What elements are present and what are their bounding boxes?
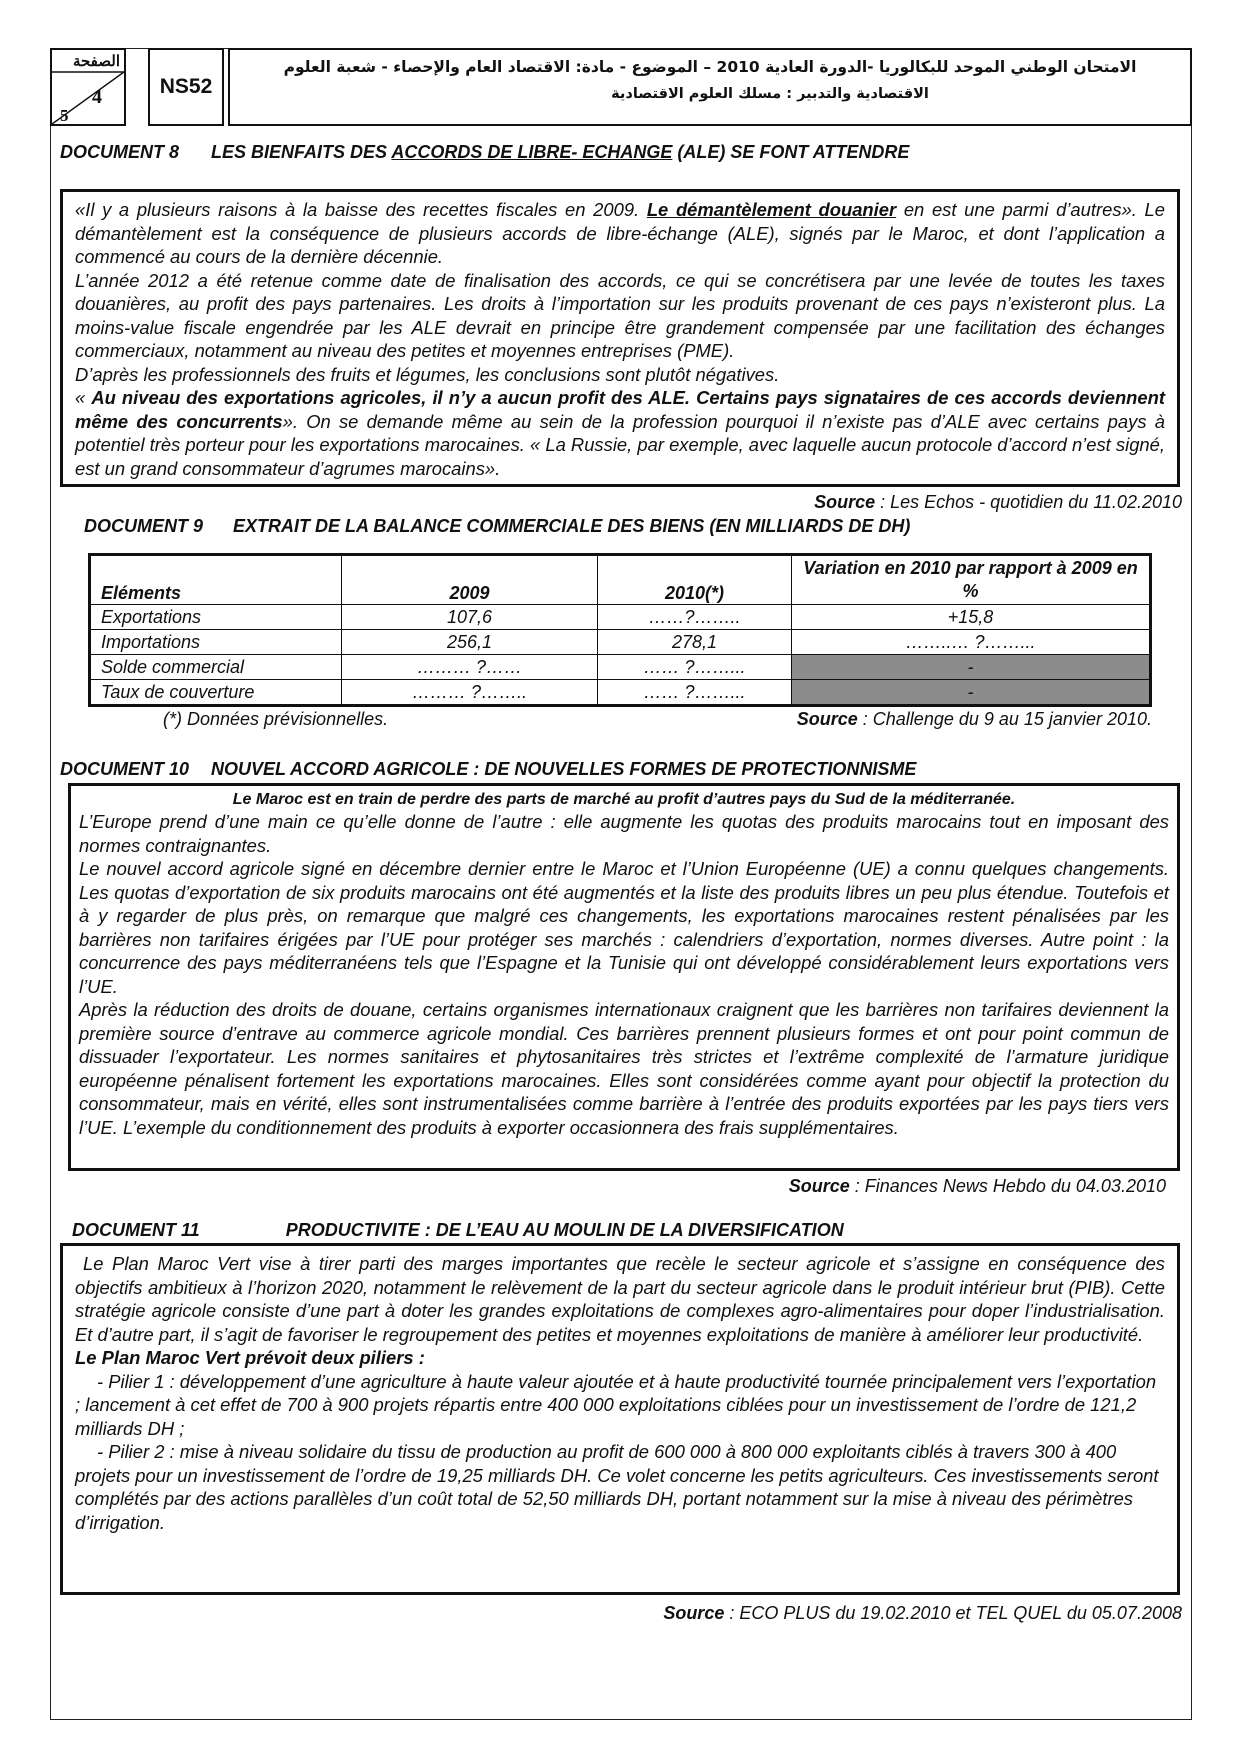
doc10-paragraph-2: Le nouvel accord agricole signé en décembre dernier entre le Maroc et l’Union Européenne (UE) a connu quelques changements. Les quotas d’exportation de six produits marocains ont été augmentés et la liste des produits libres un peu plus étendue. Toutefois et à y regarder de plus près, on remarque que malgré ces changements, les exportations marocaines restent pénalisées par les barrières non tarifaires érigées par l’UE pour protéger ses marchés : calendriers d’exportation, normes diverses. Autre point : la concurrence des pays méditerranéens tels que l’Espagne et la Tunisie qui ont développé considérablement leurs exportations vers l’UE. <box>79 858 1169 997</box>
doc8-quote: Au niveau des exportations agricoles, il n’y a aucun profit des ALE. Certains pays signataires de ces accords deviennent même des concurrents <box>75 387 1165 432</box>
doc11-pillar-1: - Pilier 1 : développement d’une agriculture à haute valeur ajoutée et à haute productivité tournée principalement vers l’exportation ; lancement à cet effet de 700 à 900 projets répartis entre 400 000 exploitations ciblées pour un investissement de l’ordre de 121,2 milliards DH ; <box>75 1370 1157 1439</box>
doc10-title: NOUVEL ACCORD AGRICOLE : DE NOUVELLES FORMES DE PROTECTIONNISME <box>211 759 917 779</box>
doc9-heading <box>84 516 910 537</box>
doc11-heading <box>72 1220 844 1241</box>
page-number-box <box>50 48 126 126</box>
doc9-label: DOCUMENT 9 <box>84 516 204 536</box>
doc11-box <box>60 1243 1180 1595</box>
table-row: Solde commercial ……… ?…… …… ?……... - <box>90 655 1151 680</box>
doc11-pillar-2: - Pilier 2 : mise à niveau solidaire du tissu de production au profit de 600 000 à 800 000 exploitants ciblés à travers 300 à 400 projets pour un investissement de l’ordre de 19,25 milliards DH. Ce volet concerne les petits agriculteurs. Ces investissements seront complétés par des actions parallèles d’un coût total de 52,50 milliards DH, portant notamment sur la mise à niveau des périmètres d’irrigation. <box>75 1441 1159 1533</box>
doc8-paragraph-3: D’après les professionnels des fruits et légumes, les conclusions sont plutôt négatives. <box>75 363 780 385</box>
page-total: 5 <box>60 106 69 125</box>
trade-balance-table <box>88 553 1152 707</box>
doc11-source: Source : ECO PLUS du 19.02.2010 et TEL QUEL du 05.07.2008 <box>663 1603 1182 1623</box>
doc11-title: PRODUCTIVITE : DE L’EAU AU MOULIN DE LA DIVERSIFICATION <box>285 1220 844 1240</box>
doc10-paragraph-1: L’Europe prend d’une main ce qu’elle donne de l’autre : elle augmente les quotas des produits marocains tout en imposant des normes contraignantes. <box>79 811 1169 856</box>
col-header-2009: 2009 <box>342 555 598 605</box>
doc10-source: Source : Finances News Hebdo du 04.03.2010 <box>788 1176 1166 1196</box>
doc8-title-underlined: ACCORDS DE LIBRE- ECHANGE <box>391 142 673 162</box>
table-row: Taux de couverture ……… ?…….. …… ?……... - <box>90 680 1151 706</box>
table-row: Importations 256,1 278,1 ……..… ?……... <box>90 630 1151 655</box>
doc8-box <box>60 189 1180 487</box>
doc11-paragraph-1: Le Plan Maroc Vert vise à tirer parti des marges importantes que recèle le secteur agricole et s’assigne en conséquence des objectifs ambitieux à l’horizon 2020, notamment le relèvement de la part du secteur agricole dans le produit intérieur brut (PIB). Cette stratégie agricole consiste d’une part à doter les grandes exploitations de complexes agro-alimentaires pour doper l’industrialisation. Et d’autre part, il s’agit de favoriser le regroupement des petites et moyennes exploitations de manière à améliorer leur productivité. <box>75 1253 1165 1345</box>
table-row: Exportations 107,6 ……?…….. +15,8 <box>90 605 1151 630</box>
exam-header <box>50 48 1192 126</box>
table-header-row <box>90 555 1151 605</box>
doc8-emphasis: Le démantèlement douanier <box>646 199 897 220</box>
doc10-label: DOCUMENT 10 <box>60 759 190 779</box>
doc8-paragraph-1: «Il y a plusieurs raisons à la baisse des recettes fiscales en 2009. Le démantèlement douanier en est une parmi d’autres». Le démantèlement est la conséquence de plusieurs accords de libre-échange (ALE), signés par le Maroc, et dont l’application a commencé au cours de la dernière décennie. <box>75 199 1165 267</box>
shaded-cell: - <box>792 680 1151 706</box>
doc9-title: EXTRAIT DE LA BALANCE COMMERCIALE DES BIENS (EN MILLIARDS DE DH) <box>233 516 911 536</box>
doc9-note: (*) Données prévisionnelles. <box>163 709 389 729</box>
shaded-cell: - <box>792 655 1151 680</box>
doc10-box <box>68 783 1180 1171</box>
doc8-paragraph-4: « Au niveau des exportations agricoles, il n’y a aucun profit des ALE. Certains pays signataires de ces accords deviennent même des concurrents». On se demande même au sein de la profession pourquoi il n’existe pas d’ALE avec certains pays à potentiel très porteur pour les exportations marocaines. « La Russie, par exemple, avec laquelle aucun protocole d’accord n’est signé, est un grand consommateur d’agrumes marocains». <box>75 387 1165 479</box>
page-label: الصفحة <box>72 53 120 70</box>
doc10-heading <box>60 759 916 780</box>
doc8-label: DOCUMENT 8 <box>60 142 180 162</box>
doc9-source: Source : Challenge du 9 au 15 janvier 2010. <box>796 709 1152 729</box>
doc10-paragraph-3: Après la réduction des droits de douane, certains organismes internationaux craignent que les barrières non tarifaires deviennent la première source d’entrave au commerce agricole mondial. Ces barrières prennent plusieurs formes et ont pour point commun de dissuader l’exportateur. Les normes sanitaires et phytosanitaires très strictes et l’extrême complexité de l’armature juridique européenne pénalisent fortement les exportations marocaines. Elles sont considérées comme ayant pour objectif la protection du consommateur, mais en vérité, elles sont instrumentalisées comme barrière à l’entrée des produits exportées par les pays tiers vers l’UE. L’exemple du conditionnement des produits à exporter occasionnera des frais supplémentaires. <box>79 999 1169 1138</box>
doc11-subheading: Le Plan Maroc Vert prévoit deux piliers : <box>75 1347 425 1368</box>
doc8-title-b: (ALE) SE FONT ATTENDRE <box>672 142 910 162</box>
doc8-source: Source : Les Echos - quotidien du 11.02.2010 <box>814 492 1182 512</box>
doc8-title-a: LES BIENFAITS DES <box>211 142 392 162</box>
col-header-2010: 2010(*) <box>598 555 792 605</box>
doc8-paragraph-2: L’année 2012 a été retenue comme date de finalisation des accords, ce qui se concrétisera par une levée de toutes les taxes douanières, au profit des pays partenaires. Les droits à l’importation sur les produits provenant de ces pays n’existeront plus. La moins-value fiscale engendrée par les ALE devrait en principe être grandement compensée par une facilitation des échanges commerciaux, notamment au niveau des petites et moyennes entreprises (PME). <box>75 269 1165 361</box>
doc10-lead: Le Maroc est en train de perdre des parts de marché au profit d’autres pays du Sud de la méditerranée. <box>232 791 1016 808</box>
doc8-heading <box>60 142 909 163</box>
page-number: 4 <box>92 86 102 108</box>
exam-title-line1: الامتحان الوطني الموحد للبكالوريا -الدورة العادية 2010 – الموضوع - مادة: الاقتصاد العام والإحصاء - شعبة العلوم <box>283 58 1137 76</box>
doc11-label: DOCUMENT 11 <box>72 1220 200 1240</box>
exam-title <box>228 48 1192 126</box>
exam-title-line2: الاقتصادية والتدبير : مسلك العلوم الاقتصادية <box>611 86 929 102</box>
col-header-variation: Variation en 2010 par rapport à 2009 en % <box>792 555 1151 605</box>
col-header-elements: Eléments <box>90 555 342 605</box>
exam-code: NS52 <box>148 48 224 126</box>
